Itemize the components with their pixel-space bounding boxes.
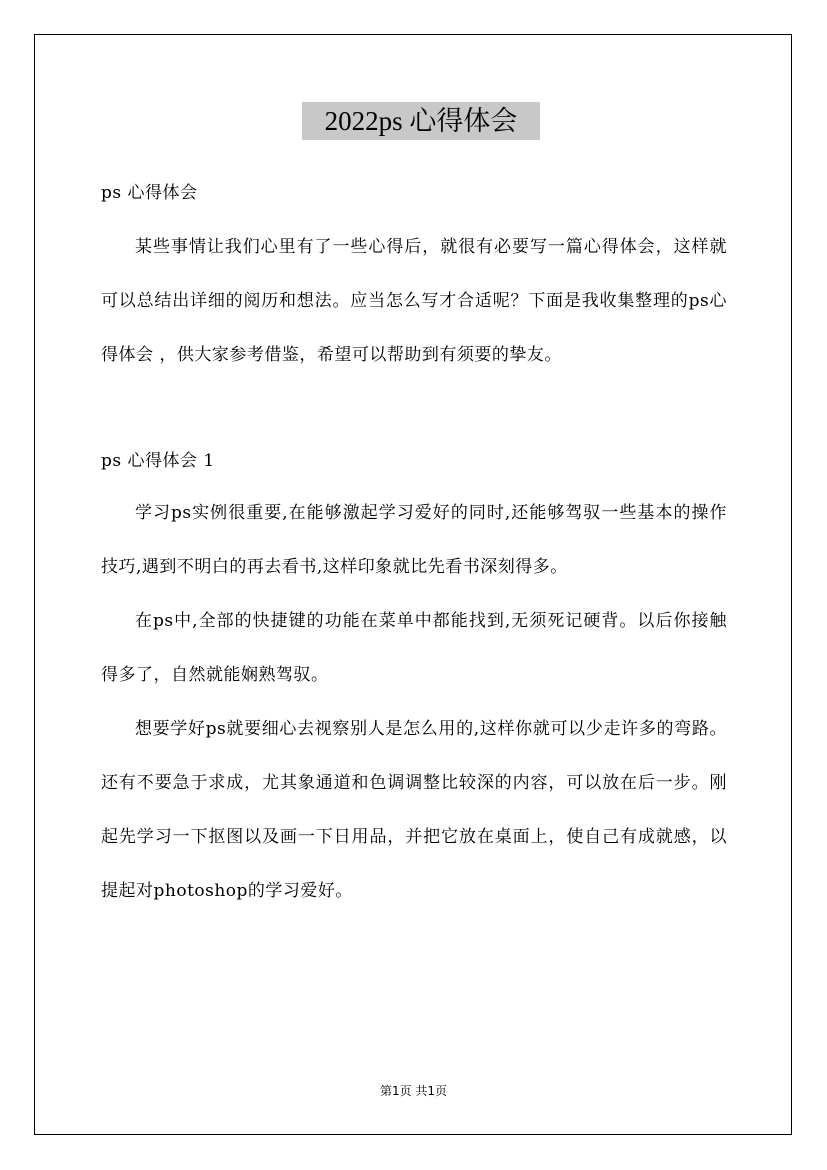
paragraph: 想要学好ps就要细心去视察别人是怎么用的,这样你就可以少走许多的弯路。还有不要急于求成，尤其象通道和色调调整比较深的内容，可以放在后一步。刚起先学习一下抠图以及画一下日用品，并把它放在桌面上，使自己有成就感，以提起对photoshop的学习爱好。 [101, 719, 727, 901]
section-heading: ps 心得体会 1 [101, 451, 215, 471]
page-footer: 第1页 共1页 [379, 1084, 448, 1098]
section-spacer [101, 382, 727, 444]
section-heading: ps 心得体会 [101, 183, 198, 203]
paragraph: 学习ps实例很重要,在能够激起学习爱好的同时,还能够驾驭一些基本的操作技巧,遇到不明白的再去看书,这样印象就比先看书深刻得多。 [101, 503, 727, 577]
document-title: 2022ps 心得体会 [302, 102, 540, 140]
paragraph: 某些事情让我们心里有了一些心得后，就很有必要写一篇心得体会，这样就可以总结出详细的阅历和想法。应当怎么写才合适呢？下面是我收集整理的ps心得体会 ，供大家参考借鉴，希望可以帮助到有须要的挚友。 [101, 237, 727, 365]
paragraph: 在ps中,全部的快捷键的功能在菜单中都能找到,无须死记硬背。以后你接触得多了，自然就能娴熟驾驭。 [101, 611, 727, 685]
document-body [101, 176, 727, 918]
